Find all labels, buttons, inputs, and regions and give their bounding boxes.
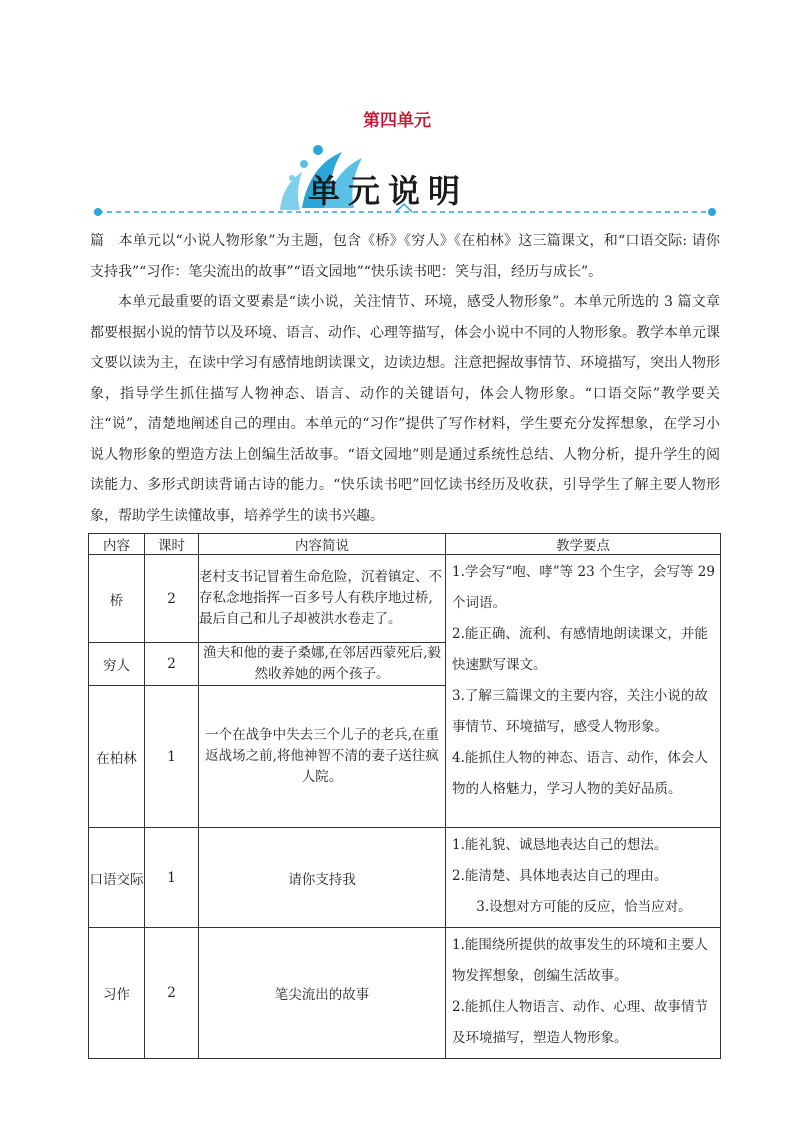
body-paragraph: 本单元最重要的语文要素是“读小说，关注情节、环境，感受人物形象”。本单元所选的 3 篇文章都要根据小说的情节以及环境、语言、动作、心理等描写，体会小说中不同的人物形象。教学本单元课文要以读为主，在读中学习有感情地朗读课文，边读边想。注意把握故事情节、环境描写，突出人物形象，指导学生抓住描写人物神态、语言、动作的关键语句，体会人物形象。“口语交际”教学要关注“说”，清楚地阐述自己的理由。本单元的“习作”提供了写作材料，学生要充分发挥想象，在学习小说人物形象的塑造方法上创编生活故事。“语文园地”则是通过系统性总结、人物分析，提升学生的阅读能力、多形式朗读背诵古诗的能力。“快乐读书吧”回忆读书经历及收获，引导学生了解主要人物形象，帮助学生读懂故事，培养学生的读书兴趣。 <box>90 294 720 524</box>
row-desc: 渔夫和他的妻子桑娜,在邻居西蒙死后,毅然收养她的两个孩子。 <box>199 643 446 686</box>
table-row <box>89 928 721 1059</box>
row-desc: 一个在战争中失去三个儿子的老兵,在重返战场之前,将他神智不清的妻子送往疯人院。 <box>199 686 446 828</box>
intro-paragraph: 篇 本单元以“小说人物形象”为主题，包含《桥》《穷人》《在柏林》这三篇课文，和“口语交际: 请你支持我”“习作：笔尖流出的故事”“语文园地”“快乐读书吧：笑与泪，经历与成长”。 <box>90 233 720 280</box>
unit-title: 第四单元 <box>363 111 431 131</box>
teaching-point: 1.学会写“咆、哮”等 23 个生字，会写等 29 个词语。 <box>452 564 715 611</box>
row-hours: 1 <box>145 828 199 928</box>
table-row <box>89 555 721 643</box>
table-row <box>89 828 721 928</box>
header-content: 内容 <box>89 534 145 555</box>
teaching-points-oral <box>446 828 721 928</box>
row-name: 习作 <box>89 928 145 1059</box>
row-desc: 笔尖流出的故事 <box>199 928 446 1059</box>
row-name: 在柏林 <box>89 686 145 828</box>
banner-title: 单元说明 <box>308 172 469 210</box>
header-hours: 课时 <box>145 534 199 555</box>
row-name: 桥 <box>89 555 145 643</box>
teaching-point: 4.能抓住人物的神态、语言、动作，体会人物的人格魅力，学习人物的美好品质。 <box>452 750 708 797</box>
teaching-points-writing <box>446 928 721 1059</box>
table-header-row <box>89 534 721 555</box>
row-hours: 2 <box>145 555 199 643</box>
teaching-point: 2.能抓住人物语言、动作、心理、故事情节及环境描写，塑造人物形象。 <box>452 999 708 1046</box>
row-name: 穷人 <box>89 643 145 686</box>
row-hours: 1 <box>145 686 199 828</box>
row-hours: 2 <box>145 928 199 1059</box>
row-desc: 老村支书记冒着生命危险，沉着镇定、不存私念地指挥一百多号人有秩序地过桥,最后自己和儿子却被洪水卷走了。 <box>199 555 446 643</box>
teaching-point: 1.能围绕所提供的故事发生的环境和主要人物发挥想象，创编生活故事。 <box>452 937 708 984</box>
header-points: 教学要点 <box>446 534 721 555</box>
row-name: 口语交际 <box>89 828 145 928</box>
teaching-point: 1.能礼貌、诚恳地表达自己的想法。 <box>452 837 668 853</box>
teaching-point: 3.了解三篇课文的主要内容，关注小说的故事情节、环境描写，感受人物形象。 <box>452 688 708 735</box>
teaching-point: 3.设想对方可能的反应，恰当应对。 <box>476 899 692 915</box>
teaching-point: 2.能清楚、具体地表达自己的理由。 <box>452 868 668 884</box>
row-hours: 2 <box>145 643 199 686</box>
unit-table <box>88 533 721 1059</box>
teaching-points-group <box>446 555 721 828</box>
row-desc: 请你支持我 <box>199 828 446 928</box>
teaching-point: 2.能正确、流利、有感情地朗读课文，并能快速默写课文。 <box>452 626 708 673</box>
header-summary: 内容简说 <box>199 534 446 555</box>
